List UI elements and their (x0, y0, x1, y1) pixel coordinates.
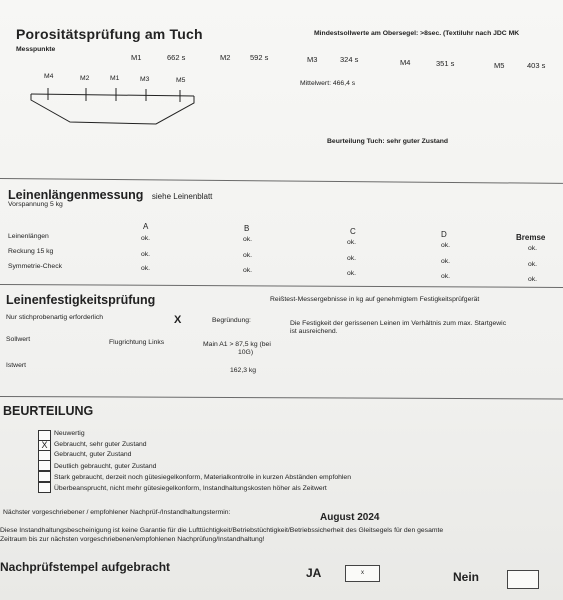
row-label-leinenlaengen: Leinenlängen (8, 233, 49, 240)
cell: ok. (141, 235, 151, 242)
condition-checkbox-deutlich[interactable] (38, 460, 51, 471)
mittelwert: Mittelwert: 466,4 s (300, 80, 356, 87)
cell: ok. (441, 273, 451, 280)
festigkeit-note: Reißtest-Messergebnisse in kg auf genehmigtem Festigkeitsprüfgerät (270, 296, 480, 303)
flugrichtung: Flugrichtung Links (109, 339, 165, 346)
leinenlaengen-title: Leinenlängenmessung (8, 188, 144, 202)
cell: ok. (528, 261, 538, 268)
begruendung-text-2: ist ausreichend. (290, 328, 338, 335)
canopy-diagram (28, 84, 198, 130)
col-b-header: B (244, 224, 250, 233)
cell: ok. (528, 245, 538, 252)
ja-checkbox[interactable]: x (345, 565, 380, 582)
leinenlaengen-subtitle: siehe Leinenblatt (151, 192, 213, 201)
ja-label: JA (306, 566, 322, 580)
row-label-reckung: Reckung 15 kg (8, 248, 54, 255)
disclaimer-line-2: Zeitraum bis zur nächsten vorgeschriebenen/empfohlenen Nachprüfung/Instandhaltung! (0, 536, 265, 543)
begruendung-text: Die Festigkeit der gerissenen Leinen im Verhältnis zum max. Startgewic (290, 320, 507, 327)
col-bremse-header: Bremse (516, 233, 546, 242)
point-m5-value: 403 s (527, 61, 546, 70)
main-a1: Main A1 > 87,5 kg (bei (203, 341, 271, 348)
diagram-label-m1: M1 (110, 75, 120, 82)
vorspannung: Vorspannung 5 kg (8, 201, 63, 208)
condition-label-deutlich: Deutlich gebraucht, guter Zustand (54, 463, 157, 470)
next-check-value: August 2024 (320, 512, 380, 523)
row-label-symmetrie: Symmetrie-Check (8, 263, 63, 270)
disclaimer-line-1: Diese Instandhaltungsbescheinigung ist keine Garantie für die Lufttüchtigkeit/Betriebstüchtigkeit/Betriebssicherheit des Gleitsegels für den gesamte (0, 527, 444, 534)
point-m3-label: M3 (307, 55, 318, 64)
cell: ok. (441, 258, 451, 265)
stempel-label: Nachprüfstempel aufgebracht (0, 560, 171, 574)
point-m4-label: M4 (400, 58, 411, 67)
cell: ok. (243, 252, 253, 259)
condition-label-stark: Stark gebraucht, derzeit noch gütesiegelkonform, Materialkontrolle in kurzen Abständen empfohlen (54, 474, 351, 481)
main-a1-2: 10G) (238, 349, 254, 356)
istwert-value: 162,3 kg (230, 367, 257, 374)
cell: ok. (347, 239, 357, 246)
min-values-note: Mindestsollwerte am Obersegel: >8sec. (Textiluhr nach JDC MK (314, 30, 520, 37)
cell: ok. (347, 255, 357, 262)
point-m5-label: M5 (494, 61, 505, 70)
divider (0, 178, 563, 184)
condition-label-gut: Gebraucht, guter Zustand (54, 451, 132, 458)
divider (0, 284, 563, 288)
diagram-label-m4: M4 (44, 73, 54, 80)
condition-checkbox-stark[interactable] (38, 471, 51, 482)
messpunkte-label: Messpunkte (16, 46, 56, 53)
col-c-header: C (350, 227, 356, 236)
porositaet-title: Porositätsprüfung am Tuch (16, 26, 203, 42)
condition-label-ueberbeansprucht: Überbeansprucht, nicht mehr gütesiegelkonform, Instandhaltungskosten höher als Zeitwert (54, 485, 327, 492)
condition-label-sehr-gut: Gebraucht, sehr guter Zustand (54, 441, 147, 448)
condition-label-neuwertig: Neuwertig (54, 430, 85, 437)
point-m2-label: M2 (220, 53, 231, 62)
cell: ok. (141, 265, 151, 272)
cell: ok. (243, 267, 253, 274)
begruendung-label: Begründung: (212, 317, 251, 324)
nein-checkbox[interactable] (507, 570, 539, 589)
beurteilung-title: BEURTEILUNG (3, 404, 94, 418)
stichprobe-x-mark: X (174, 314, 182, 326)
nein-label: Nein (453, 570, 480, 584)
condition-checkbox-ueberbeansprucht[interactable] (38, 482, 51, 493)
cell: ok. (528, 276, 538, 283)
point-m1-label: M1 (131, 53, 142, 62)
cell: ok. (441, 242, 451, 249)
diagram-label-m3: M3 (140, 76, 150, 83)
divider (0, 396, 563, 399)
festigkeit-title: Leinenfestigkeitsprüfung (6, 293, 156, 307)
point-m3-value: 324 s (340, 55, 359, 64)
diagram-label-m5: M5 (176, 77, 186, 84)
sollwert-label: Sollwert (6, 336, 31, 343)
point-m4-value: 351 s (436, 59, 455, 68)
stichprobe-label: Nur stichprobenartig erforderlich (6, 314, 104, 321)
cell: ok. (243, 236, 253, 243)
istwert-label: Istwert (6, 362, 27, 369)
point-m2-value: 592 s (250, 53, 269, 62)
cell: ok. (141, 251, 151, 258)
tuch-beurteilung: Beurteilung Tuch: sehr guter Zustand (327, 138, 449, 145)
cell: ok. (347, 270, 357, 277)
col-a-header: A (143, 222, 149, 231)
diagram-label-m2: M2 (80, 75, 90, 82)
condition-checkbox-sehr-gut[interactable]: X (38, 440, 51, 451)
col-d-header: D (441, 230, 447, 239)
next-check-label: Nächster vorgeschriebener / empfohlener Nachprüf-/Instandhaltungstermin: (3, 509, 231, 516)
point-m1-value: 662 s (167, 53, 186, 62)
